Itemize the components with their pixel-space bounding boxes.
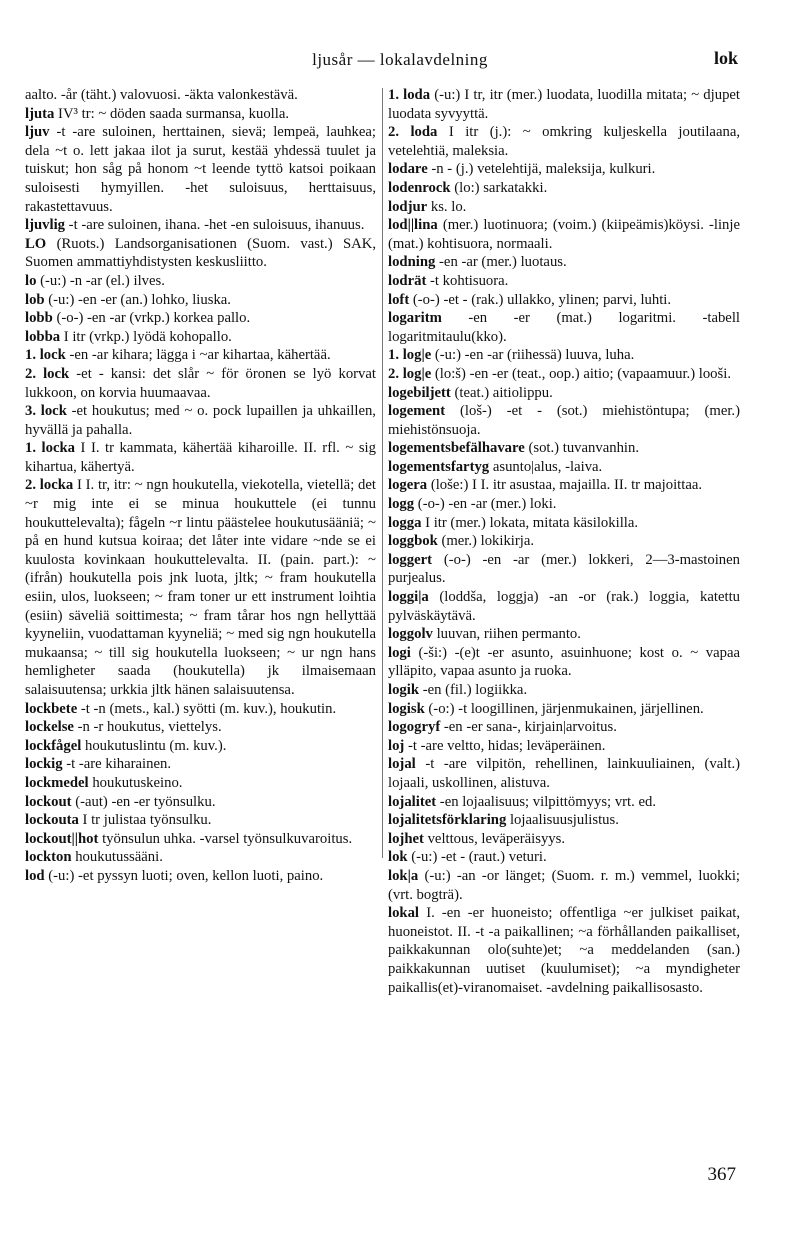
- entry-definition: (-ši:) -(e)t -er asunto, asuinhuone; kost o. ~ vapaa ylläpito, vapaa asunto ja ruoka.: [388, 644, 740, 680]
- column-divider: [382, 88, 383, 858]
- dictionary-entry: [388, 439, 740, 458]
- entry-definition: I. -en -er huoneisto; offentliga ~er julkiset paikat, huoneistot. II. -t -a paikallinen; ~a förhållanden paikalliset, paikkakunnan olo(suhte)et; ~a meddelanden (san.) paikkakunnan uutiset (kuulumiset); ~a myndigheter paikallis(et)-viranomaiset. -avdelning paikallisosasto.: [388, 905, 741, 996]
- dictionary-entry: [25, 476, 376, 699]
- dictionary-entry: [25, 402, 376, 439]
- entry-definition: -en -er sana-, kirjain|arvoitus.: [443, 719, 617, 736]
- dictionary-entry: [388, 644, 740, 681]
- entry-headword: logisk: [388, 700, 425, 717]
- entry-definition: aalto. -år (täht.) valovuosi. -äkta valonkestävä.: [25, 87, 298, 103]
- dictionary-entry: [388, 198, 740, 217]
- entry-headword: lojalitet: [388, 793, 437, 810]
- entry-headword: loggolv: [388, 626, 433, 643]
- entry-definition: -n -r houkutus, viettelys.: [77, 719, 222, 736]
- entry-headword: logementsfartyg: [388, 458, 490, 475]
- dictionary-entry: [25, 811, 376, 830]
- entry-definition: -en (fil.) logiikka.: [422, 682, 528, 698]
- entry-definition: I I. tr kammata, kähertää kiharoille. II. rfl. ~ sig kihartua, kähertyä.: [25, 440, 376, 475]
- dictionary-entry: [388, 160, 740, 179]
- dictionary-entry: [388, 179, 740, 198]
- entry-definition: (lo:š) -en -er (teat., oop.) aitio; (vapaamuur.) looši.: [434, 365, 731, 382]
- dictionary-entry: [25, 793, 376, 812]
- entry-headword: loggi|a: [388, 589, 429, 606]
- entry-definition: velttous, leväperäisyys.: [427, 830, 566, 847]
- entry-headword: lobba: [25, 328, 61, 345]
- entry-headword: logga: [388, 514, 422, 531]
- page-number: 367: [707, 1164, 736, 1185]
- dictionary-entry: [25, 774, 376, 793]
- entry-definition: I I. tr, itr: ~ ngn houkutella, viekotella, vietellä; det ~r mig inte ei se minua houkuttele (ei tunnu houkuttelevalta); fågeln ~r lintu päästelee houkutusääniä; ~ på en hund kutsua koiraa; det låter inte vidare ~nde se ei kuulosta kovinkaan houkuttelevalta. II. (pain. part.): ~ (ifrån) houkutella pois jnk luota, jltk; ~ fram houkutella esiin, ulos, luokseen; ~ fram toner ur ett instrument loihtia (esiin) säveliä soittimesta; ~ fram tårar hos ngn hellyttää kyyneliin, vuodattaman kyyneliä; ~ med sig ngn houkutella mukaansa; ~ till sig houkutella luokseen; ~ ur ngn hans hemligheter saada (houkutella) jk ilmaisemaan salaisuutensa; urkkia jltk hänen salaisuutensa.: [25, 477, 376, 698]
- dictionary-entry: [25, 755, 376, 774]
- entry-definition: I itr (mer.) lokata, mitata käsilokilla.: [425, 514, 639, 531]
- dictionary-entry: [388, 458, 740, 477]
- entry-definition: -en -ar (mer.) luotaus.: [439, 254, 567, 271]
- dictionary-entry: [388, 551, 740, 588]
- entry-definition: (-u:) I tr, itr (mer.) luodata, luodilla mitata; ~ djupet luodata syvyyttä.: [388, 87, 741, 122]
- dictionary-entry: [25, 291, 376, 310]
- entry-definition: työnsulun uhka. -varsel työnsulkuvaroitus.: [102, 830, 353, 847]
- entry-definition: (-o:) -t loogillinen, järjenmukainen, järjellinen.: [428, 700, 704, 717]
- entry-definition: (-u:) -et - (raut.) veturi.: [411, 849, 547, 866]
- entry-headword: lockbete: [25, 700, 78, 717]
- entry-definition: -et - kansi: det slår ~ för öronen se lyö korvat lukkoon, on korvia huumaavaa.: [25, 365, 376, 401]
- running-title: ljusår — lokalavdelning: [312, 50, 488, 69]
- entry-definition: houkutussääni.: [75, 849, 163, 866]
- dictionary-entry: [25, 365, 376, 402]
- entry-headword: lockton: [25, 849, 72, 866]
- entry-headword: lod||lina: [388, 217, 438, 234]
- entry-headword: logebiljett: [388, 384, 451, 401]
- dictionary-entry: [388, 291, 740, 310]
- entry-headword: 1. locka: [25, 440, 75, 457]
- entry-definition: (-u:) -en -ar (riihessä) luuva, luha.: [434, 347, 635, 364]
- entry-definition: (loše:) I I. itr asustaa, majailla. II. tr majoittaa.: [430, 477, 703, 494]
- entry-definition: (lo:) sarkatakki.: [454, 179, 548, 196]
- entry-definition: asunto|alus, -laiva.: [492, 458, 603, 475]
- entry-definition: -t -are suloinen, ihana. -het -en suloisuus, ihanuus.: [68, 217, 365, 234]
- entry-definition: houkutuskeino.: [92, 774, 183, 791]
- entry-headword: logogryf: [388, 719, 441, 736]
- entry-headword: 1. log|e: [388, 347, 432, 364]
- dictionary-entry: [25, 737, 376, 756]
- entry-definition: -t kohtisuora.: [430, 272, 509, 289]
- dictionary-entry: [388, 755, 740, 792]
- entry-headword: lodrät: [388, 272, 427, 289]
- entry-headword: ljuv: [25, 124, 50, 141]
- left-column: [25, 86, 376, 886]
- entry-headword: logementsbefälhavare: [388, 440, 525, 457]
- entry-headword: loj: [388, 737, 405, 754]
- page-header: [0, 48, 800, 72]
- entry-headword: lockmedel: [25, 774, 89, 791]
- dictionary-entry: [388, 811, 740, 830]
- entry-headword: 2. lock: [25, 365, 70, 382]
- entry-headword: lockout||hot: [25, 830, 99, 847]
- dictionary-entry: [388, 793, 740, 812]
- dictionary-entry: [388, 588, 740, 625]
- dictionary-entry: [388, 737, 740, 756]
- dictionary-entry: [388, 904, 740, 997]
- dictionary-entry: [388, 867, 740, 904]
- dictionary-entry: [25, 105, 376, 124]
- entry-definition: -et houkutus; med ~ o. pock lupaillen ja uhkaillen, hyvällä ja pahalla.: [25, 403, 376, 438]
- entry-headword: 2. log|e: [388, 365, 432, 382]
- entry-definition: lojaalisuusjulistus.: [509, 812, 619, 829]
- entry-headword: logik: [388, 682, 420, 698]
- entry-headword: lodjur: [388, 198, 428, 215]
- entry-headword: logaritm: [388, 310, 442, 327]
- entry-definition: (-u:) -an -or länget; (Suom. r. m.) vemmel, luokki; (vrt. bogträ).: [388, 867, 741, 903]
- entry-definition: (-o-) -et - (rak.) ullakko, ylinen; parvi, luhti.: [412, 291, 672, 308]
- dictionary-entry: [388, 514, 740, 533]
- entry-headword: lodare: [388, 161, 428, 178]
- entry-definition: (Ruots.) Landsorganisationen (Suom. vast.) SAK, Suomen ammattiyhdistysten keskusliitto.: [25, 235, 377, 271]
- entry-definition: (-aut) -en -er työnsulku.: [75, 793, 216, 810]
- dictionary-entry: [388, 476, 740, 495]
- entry-headword: lok: [388, 849, 408, 866]
- dictionary-entry: [25, 700, 376, 719]
- entry-headword: lobb: [25, 310, 53, 327]
- entry-headword: loggbok: [388, 533, 438, 550]
- entry-definition: ks. lo.: [430, 198, 467, 215]
- entry-definition: -t -are suloinen, herttainen, sievä; lempeä, lauhkea; dela ~t o. lett jakaa ilot ja surut, kestää yhdessä tuulet ja tuiskut; hon såg på honom ~t leende tyttö katsoi poikaan suloisesti hymyillen. -het suloisuus, herttaisuus, rakastettavuus.: [25, 124, 377, 215]
- entry-definition: (teat.) aitiolippu.: [454, 384, 553, 401]
- dictionary-entry: [388, 253, 740, 272]
- entry-headword: logera: [388, 477, 428, 494]
- dictionary-entry: [388, 123, 740, 160]
- dictionary-entry: [388, 700, 740, 719]
- entry-headword: lojhet: [388, 830, 424, 847]
- dictionary-entry: [388, 346, 740, 365]
- entry-definition: houkutuslintu (m. kuv.).: [84, 737, 227, 754]
- dictionary-entry: [388, 830, 740, 849]
- entry-definition: -n - (j.) vetelehtijä, maleksija, kulkuri.: [431, 161, 656, 178]
- entry-definition: (mer.) luotinuora; (voim.) (kiipeämis)köysi. -linje (mat.) kohtisuora, normaali.: [388, 217, 740, 252]
- dictionary-entry: [25, 830, 376, 849]
- dictionary-entry: [25, 346, 376, 365]
- dictionary-entry: [25, 86, 376, 105]
- entry-headword: logi: [388, 644, 411, 661]
- dictionary-entry: [25, 272, 376, 291]
- entry-headword: logement: [388, 403, 446, 420]
- dictionary-entry: [25, 235, 376, 272]
- entry-headword: lockig: [25, 756, 63, 773]
- entry-headword: lodning: [388, 254, 436, 271]
- entry-headword: ljuvlig: [25, 217, 65, 234]
- dictionary-entry: [388, 86, 740, 123]
- dictionary-entry: [25, 867, 376, 886]
- entry-definition: -t -are kiharainen.: [66, 756, 172, 773]
- entry-definition: (-u:) -n -ar (el.) ilves.: [40, 272, 165, 289]
- entry-definition: -en -er (mat.) logaritmi. -tabell logaritmitaulu(kko).: [388, 310, 740, 345]
- dictionary-entry: [25, 439, 376, 476]
- entry-headword: lockfågel: [25, 737, 82, 754]
- dictionary-entry: [388, 365, 740, 384]
- entry-definition: I tr julistaa työnsulku.: [82, 812, 212, 829]
- entry-definition: -en lojaalisuus; vilpittömyys; vrt. ed.: [439, 793, 657, 810]
- entry-headword: 3. lock: [25, 403, 67, 420]
- dictionary-entry: [388, 848, 740, 867]
- guide-word: lok: [713, 48, 738, 68]
- entry-definition: -en -ar kihara; lägga i ~ar kihartaa, kähertää.: [69, 347, 331, 364]
- entry-headword: lockelse: [25, 719, 74, 736]
- entry-definition: -t -n (mets., kal.) syötti (m. kuv.), houkutin.: [80, 700, 337, 717]
- entry-definition: (loš-) -et - (sot.) miehistöntupa; (mer.) miehistönsuoja.: [388, 403, 740, 438]
- dictionary-entry: [388, 495, 740, 514]
- entry-headword: lodenrock: [388, 179, 451, 196]
- entry-headword: lojal: [388, 756, 416, 773]
- dictionary-entry: [388, 272, 740, 291]
- entry-headword: 1. loda: [388, 87, 431, 103]
- dictionary-entry: [25, 848, 376, 867]
- entry-headword: lojalitetsförklaring: [388, 812, 507, 829]
- entry-definition: -t -are veltto, hidas; leväperäinen.: [408, 737, 606, 754]
- entry-definition: IV³ tr: ~ döden saada surmansa, kuolla.: [58, 105, 290, 122]
- dictionary-entry: [25, 328, 376, 347]
- entry-headword: lod: [25, 867, 45, 884]
- entry-definition: (-o-) -en -ar (vrkp.) korkea pallo.: [56, 310, 251, 327]
- entry-headword: lok|a: [388, 867, 419, 884]
- entry-definition: -t -are vilpitön, rehellinen, lainkuuliainen, (valt.) lojaali, uskollinen, alistuva.: [388, 756, 741, 791]
- entry-definition: (sot.) tuvanvanhin.: [528, 440, 640, 457]
- entry-headword: lokal: [388, 905, 420, 922]
- entry-definition: (-o-) -en -ar (mer.) lokkeri, 2—3-mastoinen purjealus.: [388, 551, 740, 587]
- entry-definition: (-u:) -en -er (an.) lohko, liuska.: [48, 291, 231, 308]
- dictionary-entry: [388, 625, 740, 644]
- entry-headword: loggert: [388, 551, 433, 568]
- entry-headword: lob: [25, 291, 45, 308]
- entry-headword: 2. loda: [388, 124, 438, 141]
- dictionary-entry: [25, 309, 376, 328]
- dictionary-entry: [388, 216, 740, 253]
- dictionary-entry: [25, 718, 376, 737]
- entry-headword: logg: [388, 496, 415, 513]
- entry-headword: lockout: [25, 793, 72, 810]
- dictionary-entry: [388, 402, 740, 439]
- dictionary-entry: [388, 681, 740, 700]
- entry-definition: (mer.) lokikirja.: [441, 533, 535, 550]
- entry-headword: lo: [25, 272, 37, 289]
- entry-headword: LO: [25, 235, 47, 252]
- entry-definition: I itr (vrkp.) lyödä kohopallo.: [63, 328, 232, 345]
- entry-definition: (-u:) -et pyssyn luoti; oven, kellon luoti, paino.: [48, 867, 324, 884]
- entry-definition: I itr (j.): ~ omkring kuljeskella joutilaana, vetelehtiä, maleksia.: [388, 124, 741, 159]
- entry-definition: luuvan, riihen permanto.: [436, 626, 581, 643]
- dictionary-entry: [388, 718, 740, 737]
- dictionary-entry: [388, 309, 740, 346]
- right-column: [388, 86, 740, 997]
- dictionary-entry: [25, 216, 376, 235]
- dictionary-entry: [388, 532, 740, 551]
- entry-definition: (-o-) -en -ar (mer.) loki.: [417, 496, 557, 513]
- entry-definition: (loddša, loggja) -an -or (rak.) loggia, katettu pylväskäytävä.: [388, 589, 740, 624]
- dictionary-entry: [25, 123, 376, 216]
- entry-headword: 1. lock: [25, 347, 66, 364]
- entry-headword: 2. locka: [25, 477, 74, 494]
- entry-headword: ljuta: [25, 105, 55, 122]
- dictionary-entry: [388, 384, 740, 403]
- entry-headword: lockouta: [25, 812, 79, 829]
- entry-headword: loft: [388, 291, 410, 308]
